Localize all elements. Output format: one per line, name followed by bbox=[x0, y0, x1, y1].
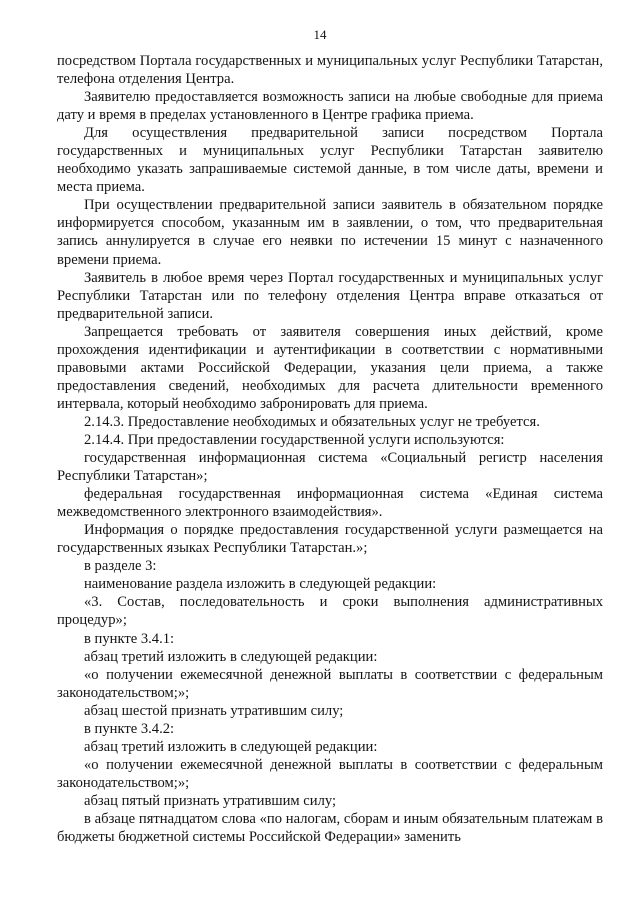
paragraph: федеральная государственная информационная система «Единая система межведомственного электронного взаимодействия». bbox=[57, 486, 603, 521]
paragraph: «о получении ежемесячной денежной выплаты в соответствии с федеральным законодательством;»; bbox=[57, 666, 603, 701]
paragraph: Информация о порядке предоставления государственной услуги размещается на государственных языках Республики Татарстан.»; bbox=[57, 522, 603, 557]
paragraph: Заявитель в любое время через Портал государственных и муниципальных услуг Республики Татарстан или по телефону отделения Центра вправе отказаться от предварительной записи. bbox=[57, 269, 603, 322]
paragraph: в абзаце пятнадцатом слова «по налогам, сборам и иным обязательным платежам в бюджеты бюджетной системы Российской Федерации» заменить bbox=[57, 810, 603, 846]
paragraph: абзац третий изложить в следующей редакции: bbox=[84, 738, 378, 755]
paragraph: 2.14.4. При предоставлении государственной услуги используются: bbox=[84, 431, 505, 448]
paragraph: Для осуществления предварительной записи посредством Портала государственных и муниципальных услуг Республики Татарстан заявителю необходимо указать запрашиваемые системой данные, в том числе даты, времени и места приема. bbox=[57, 125, 603, 196]
paragraph: абзац третий изложить в следующей редакции: bbox=[84, 648, 378, 665]
paragraph: государственная информационная система «Социальный регистр населения Республики Татарстан»; bbox=[57, 450, 603, 485]
paragraph: абзац пятый признать утратившим силу; bbox=[84, 792, 337, 809]
paragraph: в пункте 3.4.2: bbox=[84, 720, 175, 737]
paragraph: в пункте 3.4.1: bbox=[84, 630, 175, 647]
paragraph: «3. Состав, последовательность и сроки выполнения административных процедур»; bbox=[57, 594, 603, 629]
paragraph: посредством Портала государственных и муниципальных услуг Республики Татарстан, телефона отделения Центра. bbox=[57, 53, 603, 88]
paragraph: При осуществлении предварительной записи заявитель в обязательном порядке информируется способом, указанным им в заявлении, о том, что предварительная запись аннулируется в случае его неявки по истечении 15 минут с назначенного времени приема. bbox=[57, 197, 603, 268]
paragraph: «о получении ежемесячной денежной выплаты в соответствии с федеральным законодательством;»; bbox=[57, 756, 603, 791]
paragraph: абзац шестой признать утратившим силу; bbox=[84, 702, 344, 719]
paragraph: в разделе 3: bbox=[84, 558, 157, 575]
paragraph: 2.14.3. Предоставление необходимых и обязательных услуг не требуется. bbox=[84, 413, 540, 430]
paragraph: Запрещается требовать от заявителя совершения иных действий, кроме прохождения идентификации и аутентификации в соответствии с нормативными правовыми актами Российской Федерации, указания цели приема, а также предоставления сведений, необходимых для расчета длительности временного интервала, который необходимо забронировать для приема. bbox=[57, 323, 603, 412]
paragraph: Заявителю предоставляется возможность записи на любые свободные для приема дату и время в пределах установленного в Центре графика приема. bbox=[57, 89, 603, 124]
paragraph: наименование раздела изложить в следующей редакции: bbox=[84, 576, 437, 593]
page-number: 14 bbox=[313, 27, 327, 42]
document-body bbox=[57, 52, 603, 846]
